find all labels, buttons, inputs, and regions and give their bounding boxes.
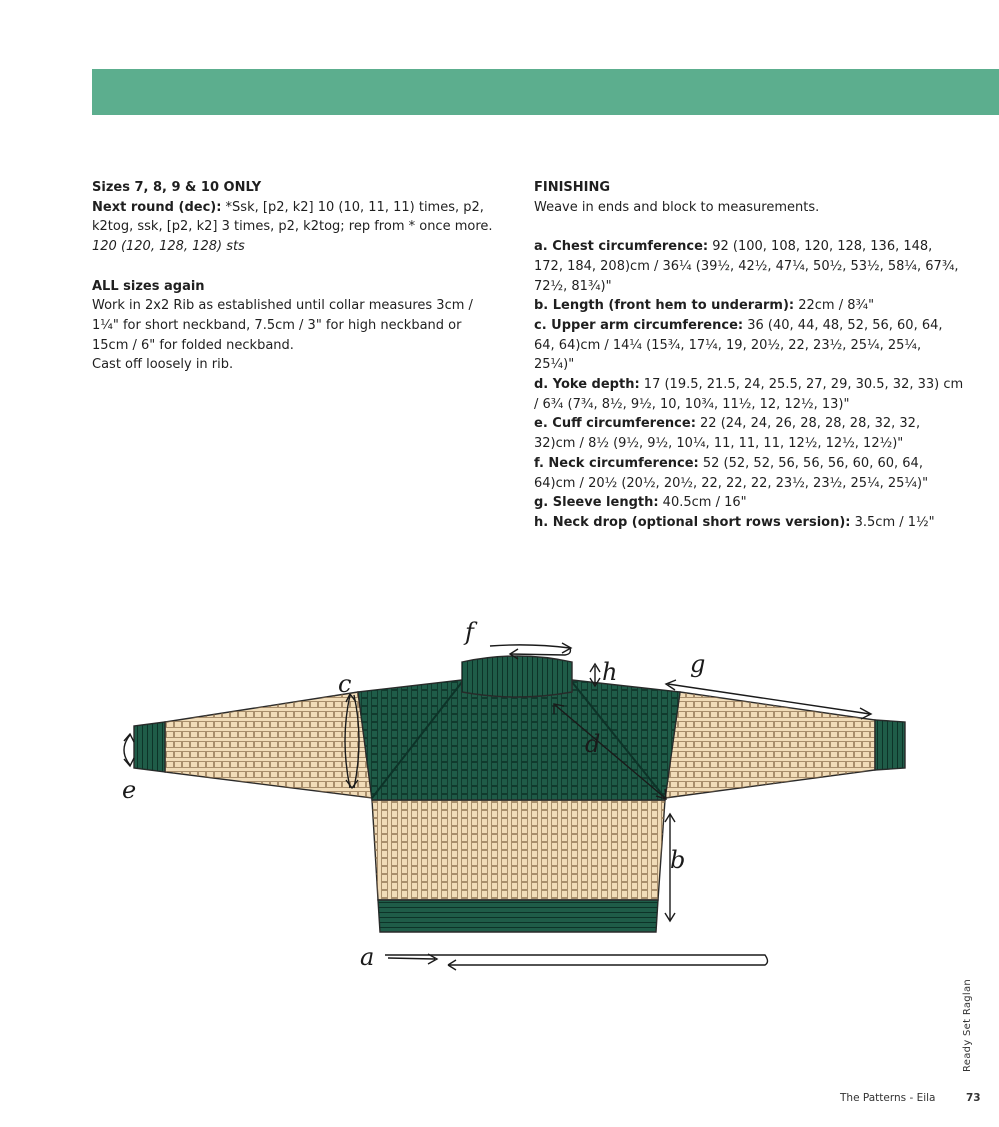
right-sleeve — [665, 692, 905, 798]
label-e: e — [122, 776, 137, 804]
measurement-value: 22 (24, 24, 26, 28, 28, 28, 32, 32, 32)cm / 8½ (9½, 9½, 10¼, 11, 11, 11, 12½, 12½, 12½)" — [534, 416, 921, 452]
finishing-section — [534, 178, 964, 533]
header-band — [92, 69, 999, 115]
measurement-label: g. Sleeve length: — [534, 495, 659, 511]
next-round-label: Next round (dec): — [92, 199, 222, 215]
all-sizes-heading: ALL sizes again — [92, 278, 205, 294]
measurement-label: a. Chest circumference: — [534, 239, 709, 255]
next-round-instruction — [92, 198, 497, 257]
footer-section-title: The Patterns - Eila — [840, 1092, 936, 1104]
measurement-label: b. Length (front hem to underarm): — [534, 298, 795, 314]
measurement-h — [534, 513, 964, 533]
measurement-label: h. Neck drop (optional short rows version): — [534, 514, 851, 530]
measurement-label: d. Yoke depth: — [534, 377, 640, 393]
measurement-value: 17 (19.5, 21.5, 24, 25.5, 27, 29, 30.5, 32, 33) cm / 6¾ (7¾, 8½, 9½, 10, 10¾, 11½, 12, 12½, 13)" — [534, 377, 964, 412]
measurement-a — [534, 237, 964, 296]
measurement-g — [534, 493, 964, 513]
body — [372, 800, 665, 932]
measurement-label: f. Neck circumference: — [534, 455, 699, 471]
measurement-value: 22cm / 8¾" — [794, 298, 875, 314]
label-c: c — [338, 670, 352, 698]
all-sizes-text: Work in 2x2 Rib as established until collar measures 3cm / 1¼" for short neckband, 7.5cm / 3" for high neckband or 15cm / 6" for folded neckband. — [92, 298, 473, 353]
measurement-label: e. Cuff circumference: — [534, 416, 696, 432]
measurement-value: 52 (52, 52, 56, 56, 56, 60, 60, 64, 64)cm / 20½ (20½, 20½, 22, 22, 22, 23½, 23½, 25¼, 25¼)" — [534, 455, 929, 491]
measurement-value: 3.5cm / 1½" — [850, 514, 935, 530]
measurement-c — [534, 316, 964, 375]
yoke — [358, 680, 680, 800]
pattern-instructions — [92, 178, 497, 375]
label-a: a — [360, 943, 375, 971]
measurement-label: c. Upper arm circumference: — [534, 317, 744, 333]
cast-off-text: Cast off loosely in rib. — [92, 357, 234, 373]
next-round-stitch-count: 120 (120, 128, 128) sts — [92, 239, 245, 255]
next-round-text: *Ssk, [p2, k2] 10 (10, 11, 11) times, p2, k2tog, ssk, [p2, k2] 3 times, p2, k2tog; rep from * once more. — [92, 199, 493, 235]
measurement-d — [534, 375, 964, 414]
measurement-b — [534, 296, 964, 316]
book-title: Ready Set Raglan — [962, 978, 973, 1072]
page-number: 73 — [966, 1092, 981, 1104]
label-f: f — [465, 618, 474, 646]
label-h: h — [602, 658, 618, 686]
sizes-heading: Sizes 7, 8, 9 & 10 ONLY — [92, 180, 262, 195]
measurement-value: 36 (40, 44, 48, 52, 56, 60, 64, 64, 64)cm / 14¼ (15¾, 17¼, 19, 20½, 22, 23½, 25¼, 25¼, 25¼)" — [534, 317, 943, 373]
left-sleeve — [134, 692, 372, 798]
measurement-value: 40.5cm / 16" — [658, 495, 747, 511]
measurement-value: 92 (100, 108, 120, 128, 136, 148, 172, 184, 208)cm / 36¼ (39½, 42½, 47¼, 50½, 53½, 58¼, 67¾, 72½, 81¾)" — [534, 239, 959, 294]
measurement-f — [534, 454, 964, 493]
sweater-schematic — [110, 610, 925, 980]
finishing-heading: FINISHING — [534, 180, 611, 195]
finishing-text: Weave in ends and block to measurements. — [534, 199, 820, 215]
label-g: g — [690, 650, 706, 678]
label-b: b — [670, 846, 686, 874]
neckband — [462, 656, 572, 697]
label-d: d — [585, 730, 601, 758]
measurement-e — [534, 414, 964, 453]
